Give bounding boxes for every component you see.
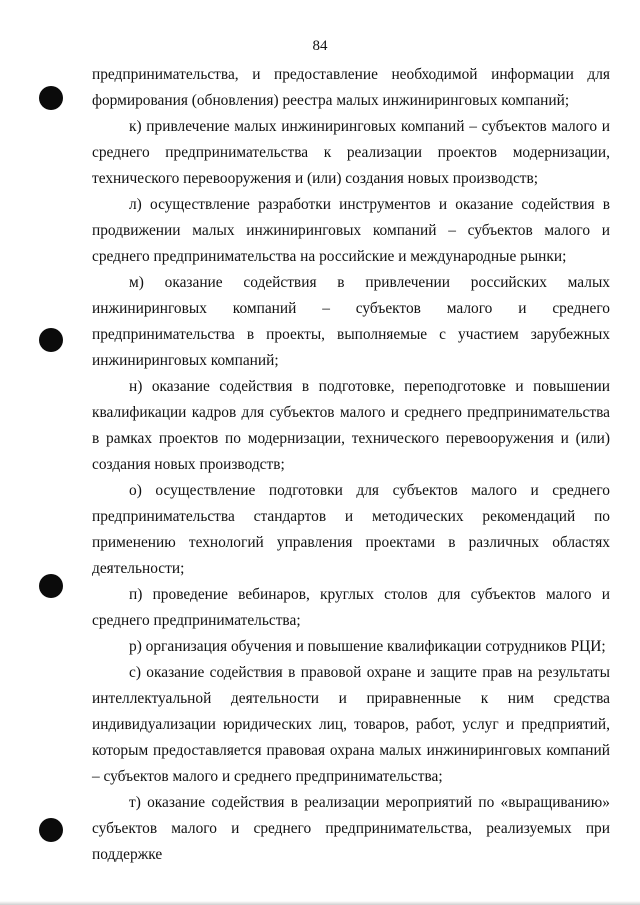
- paragraph-m: м) оказание содействия в привлечении российских малых инжиниринговых компаний – субъектов малого и среднего предпринимательства в проекты, выполняемые с участием зарубежных инжиниринговых компаний;: [92, 274, 610, 369]
- paragraph-o: о) осуществление подготовки для субъектов малого и среднего предпринимательства стандартов и методических рекомендаций по применению технологий управления проектами в различных областях деятельности;: [92, 482, 610, 577]
- page-bottom-edge: [0, 901, 640, 905]
- paragraph-n: н) оказание содействия в подготовке, переподготовке и повышении квалификации кадров для субъектов малого и среднего предпринимательства в рамках проектов по модернизации, технического перевооружения и (или) создания новых производств;: [92, 378, 610, 473]
- binder-hole-3: [39, 574, 63, 598]
- paragraph-t: т) оказание содействия в реализации мероприятий по «выращиванию» субъектов малого и среднего предпринимательства, реализуемых при поддержке: [92, 794, 610, 863]
- paragraph-l: л) осуществление разработки инструментов и оказание содействия в продвижении малых инжиниринговых компаний – субъектов малого и среднего предпринимательства на российские и международные рынки;: [92, 196, 610, 265]
- document-body: [92, 62, 610, 868]
- binder-hole-1: [39, 86, 63, 110]
- paragraph-s: с) оказание содействия в правовой охране и защите прав на результаты интеллектуальной деятельности и приравненные к ним средства индивидуализации юридических лиц, товаров, работ, услуг и предприятий, которым предоставляется правовая охрана малых инжиниринговых компаний – субъектов малого и среднего предпринимательства;: [92, 664, 610, 785]
- paragraph-continuation: предпринимательства, и предоставление необходимой информации для формирования (обновления) реестра малых инжиниринговых компаний;: [92, 66, 610, 109]
- binder-hole-2: [39, 328, 63, 352]
- paragraph-k: к) привлечение малых инжиниринговых компаний – субъектов малого и среднего предпринимательства к реализации проектов модернизации, технического перевооружения и (или) создания новых производств;: [92, 118, 610, 187]
- paragraph-p: п) проведение вебинаров, круглых столов для субъектов малого и среднего предпринимательства;: [92, 586, 610, 629]
- binder-hole-4: [39, 818, 63, 842]
- page-number: 84: [312, 38, 328, 54]
- paragraph-r: р) организация обучения и повышение квалификации сотрудников РЦИ;: [129, 638, 606, 655]
